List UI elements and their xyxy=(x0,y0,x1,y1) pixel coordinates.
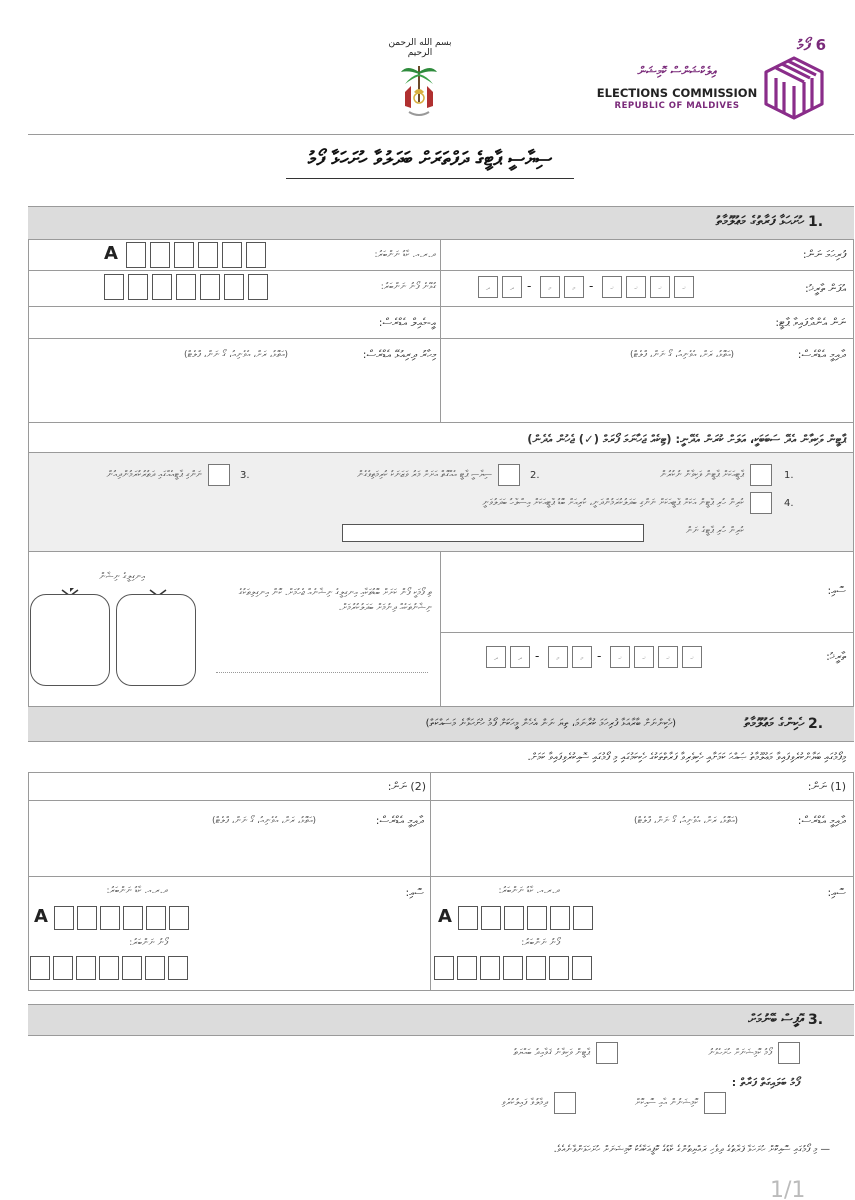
date-digit-box[interactable]: ޚ xyxy=(650,276,670,298)
ballot-box-logo-icon xyxy=(762,54,826,122)
digit-box[interactable] xyxy=(200,274,220,300)
date-digit-box[interactable]: ދ xyxy=(510,646,530,668)
digit-box[interactable] xyxy=(222,242,242,268)
previous-party-input[interactable] xyxy=(342,524,644,542)
date-separator: - xyxy=(535,649,540,663)
section2-instructions: މިފޯމުގައި ބަޔާންކުރެވިފައިވާ މަޢުލޫމާތު ޞައްޙަ ކަމަށާއި ހެކިވެރިވާ ފަރާތްތަކުގެ ހެކިކަމުގައި މި ފޯމުގައި ސޮއިކުރެވިފައިވާ ކަމަށް. xyxy=(527,752,846,763)
rejected-checkbox[interactable] xyxy=(554,1092,576,1114)
date-digit-box[interactable]: ޚ xyxy=(610,646,630,668)
section2-number: 2. xyxy=(808,716,824,732)
date-separator: - xyxy=(527,279,532,293)
s2-mid-divider xyxy=(430,772,431,990)
digit-box[interactable] xyxy=(54,906,74,930)
s2-name-line xyxy=(28,800,854,801)
date-separator: - xyxy=(589,279,594,293)
footer-note: — މި ފޯމުގައި ސޮއިކޮށް ހުށަހަޅާ ފަރާތުގެ ދިވެހި ރައްޔިތުންގެ ކާޑުގެ ކޮޕީއަކާއެކު ކޮމިޝަނަށް ހުށަހަޅަންވާނެއެވެ. xyxy=(553,1144,830,1155)
date-separator: - xyxy=(597,649,602,663)
s1-row1-line xyxy=(28,270,854,271)
digit-box[interactable] xyxy=(176,274,196,300)
digit-box[interactable] xyxy=(99,956,119,980)
email-label: އީ-މެއިލް އެޑްރެސް: xyxy=(378,316,436,329)
section1-title: ހުށަހަޅާ ފަރާތުގެ މަޢުލޫމާތު xyxy=(715,214,804,229)
id-number-label: ދ.ރ.އ. ކާޑު ނަންބަރު: xyxy=(374,250,436,260)
current-party-label: ނަން އެންދާފައިވާ ޕާޓީ: xyxy=(775,316,846,329)
date-digit-box[interactable]: މ xyxy=(540,276,560,298)
current-address-hint: (އަތޮޅު، ރަށް، އެވެނިއު، ގޯ ނަން، ފްލެޓް) xyxy=(183,350,288,360)
option-4-label: ކުރިން ހުރި ޕާޓީން އަކަށް ޕާޓީއަކަށް ނަންގި ބަދަލުކުރަމުންދަނީ، ކުރިއަށް ބޮޑު ޕާޓީއަކަށް އިސްލާހު ބަދަލުވަނީ xyxy=(482,498,744,508)
witness2-name-label: (2) ނަން: xyxy=(387,780,426,793)
option-1-number: 1. xyxy=(784,470,794,481)
digit-box[interactable] xyxy=(549,956,569,980)
date-digit-box[interactable]: ދ xyxy=(478,276,498,298)
digit-box[interactable] xyxy=(30,956,50,980)
witness1-phone-boxes[interactable] xyxy=(434,956,595,980)
digit-box[interactable] xyxy=(122,956,142,980)
witness2-phone-label: ފޯނު ނަންބަރު: xyxy=(129,938,168,948)
permanent-address-label: ދާއިމީ އެޑްރެސް: xyxy=(797,348,846,361)
digit-box[interactable] xyxy=(224,274,244,300)
witness2-id-prefix: A xyxy=(34,906,48,927)
date-digit-box[interactable]: މ xyxy=(548,646,568,668)
digit-box[interactable] xyxy=(480,956,500,980)
option-4-checkbox[interactable] xyxy=(750,492,772,514)
digit-box[interactable] xyxy=(573,906,593,930)
s2-top-line xyxy=(28,772,854,773)
date-digit-box[interactable]: ޚ xyxy=(602,276,622,298)
s1-sig-mid-line xyxy=(440,632,854,633)
option-3-label: ނަންގި ޕާޓީއެއްގައި ދަތުރުކުރަމުންދިއުން xyxy=(106,470,202,480)
left-thumb-print-box[interactable] xyxy=(30,594,110,686)
date-digit-box[interactable]: މ xyxy=(564,276,584,298)
page-number: 1/1 xyxy=(770,1178,806,1200)
date-digit-box[interactable]: ދ xyxy=(486,646,506,668)
s1-row4-line xyxy=(28,422,854,423)
reason-question: ޕާޓީން ވަކިވާން އެދޭ ސަބަބަކީ، އަލަށް ކުރަން އެދޭނީ: (ޓިކެއް ޖަހާނަމަ ފޯރަމް (✓) ޖެހުން އެދެން) xyxy=(527,432,846,446)
digit-box[interactable] xyxy=(76,956,96,980)
digit-box[interactable] xyxy=(434,956,454,980)
date-digit-box[interactable]: ޚ xyxy=(658,646,678,668)
witness2-id-label: ދ.ރ.އ. ކާޑު ނަންބަރު: xyxy=(106,886,168,896)
applicant-signature-label: ސޮއި: xyxy=(827,584,846,597)
form-title: ސިޔާސީ ޕާޓީގެ ދަފްތަރަށް ބަދަލުވާ ހުށަހަޅާ ފޯމު xyxy=(307,148,553,170)
full-name-label: ފުރިހަމަ ނަން: xyxy=(802,248,846,261)
fingerprint-note: ތި ފޯމަކީ ފޯން ކަށަށް ބޮޑުތަކާއި އިނގިލީގެ ނިޝާނެއް ޖެހުމަށް. ކޮން އިނގިލިތަކުގެ ނިޝާނުތަކެއް ދިނުމަށް ބަދަލުކުރުމަށް. xyxy=(238,588,432,613)
s1-row2-line xyxy=(28,306,854,307)
s1-row3-line xyxy=(28,338,854,339)
valid-checkbox[interactable] xyxy=(596,1042,618,1064)
digit-box[interactable] xyxy=(145,956,165,980)
digit-box[interactable] xyxy=(550,906,570,930)
permanent-address-hint: (އަތޮޅު، ރަށް، އެވެނިއު، ގޯ ނަން، ފްލެޓް) xyxy=(629,350,734,360)
org-name-en: ELECTIONS COMMISSION xyxy=(596,86,758,100)
rejected-label: ދިމާލުވާ ފައިލުކުރެވި xyxy=(501,1098,548,1108)
digit-box[interactable] xyxy=(77,906,97,930)
digit-box[interactable] xyxy=(481,906,501,930)
digit-box[interactable] xyxy=(128,274,148,300)
witness1-address-hint: (އަތޮޅު، ރަށް، އެވެނިއު، ގޯ ނަން، ފްލެޓް) xyxy=(633,816,738,826)
digit-box[interactable] xyxy=(458,906,478,930)
witness1-id-boxes[interactable] xyxy=(458,906,596,930)
date-digit-box[interactable]: ޚ xyxy=(674,276,694,298)
section2-title-note: (ހެކިންނަށް ބާރާއަޅާ ފުރިހަމަ ކުރާނަމަ، ތިޔަ ނަން އެހެން މީހަކަށް ފޯމު ހުށަހަޅާނެ މަސައްކަތް) xyxy=(425,718,676,729)
received-checkbox[interactable] xyxy=(778,1042,800,1064)
previous-party-label: ކުރިން ހުރި ޕާޓީގެ ނަން xyxy=(685,526,744,536)
approved-label: ކޮމިޝަނުން އާއި ސޮއިކޮށް xyxy=(634,1098,698,1108)
current-address-label: މިހާރު ދިރިއުޅޭ އެޑްރެސް: xyxy=(362,348,436,361)
digit-box[interactable] xyxy=(53,956,73,980)
bismillah: بسم الله الرحمن الرحيم xyxy=(388,38,452,58)
digit-box[interactable] xyxy=(146,906,166,930)
witness1-id-label: ދ.ރ.އ. ކާޑު ނަންބަރު: xyxy=(498,886,560,896)
digit-box[interactable] xyxy=(246,242,266,268)
fingerprint-label: އިނގިލީގެ ނިޝާން xyxy=(99,572,145,582)
applicant-date-label: ތާރީޚު: xyxy=(826,650,846,663)
witness2-signature-label: ސޮއި: xyxy=(405,886,424,899)
s1-sig-divider xyxy=(440,552,441,706)
state-emblem xyxy=(397,62,441,122)
form-number: 6 ފޯމު xyxy=(796,36,826,54)
digit-box[interactable] xyxy=(572,956,592,980)
witness2-phone-boxes[interactable] xyxy=(30,956,191,980)
approved-checkbox[interactable] xyxy=(704,1092,726,1114)
phone-number-boxes[interactable] xyxy=(104,274,272,300)
option-4-number: 4. xyxy=(784,498,794,509)
option-2-number: 2. xyxy=(530,470,540,481)
s2-address-line xyxy=(28,876,854,877)
digit-box[interactable] xyxy=(248,274,268,300)
digit-box[interactable] xyxy=(168,956,188,980)
date-digit-box[interactable]: ޚ xyxy=(634,646,654,668)
witness1-phone-label: ފޯނު ނަންބަރު: xyxy=(521,938,560,948)
org-name-dv: އިލެކްޝަންސް ކޮމިޝަން xyxy=(637,64,717,78)
date-digit-box[interactable]: މ xyxy=(572,646,592,668)
digit-box[interactable] xyxy=(152,274,172,300)
digit-box[interactable] xyxy=(100,906,120,930)
digit-box[interactable] xyxy=(104,274,124,300)
digit-box[interactable] xyxy=(198,242,218,268)
option-2-checkbox[interactable] xyxy=(498,464,520,486)
fingerprint-note-line xyxy=(216,672,428,673)
date-digit-box[interactable]: ޚ xyxy=(682,646,702,668)
applicant-signature-field[interactable] xyxy=(448,570,768,626)
digit-box[interactable] xyxy=(503,956,523,980)
s2-right-border xyxy=(853,772,854,990)
option-2-label: ސިޔާސީ ޕާޓީ އެއްގޮތް އަށަށް މަރު ވަޒަނަކު ކުރިމަތިވެގެން xyxy=(357,470,492,480)
option-3-checkbox[interactable] xyxy=(208,464,230,486)
option-1-label: ޕާޓީއަކަށް ޕާޓީން ވަކިވާން ނުކުރުން xyxy=(660,470,744,480)
digit-box[interactable] xyxy=(150,242,170,268)
section1-number: 1. xyxy=(808,214,824,230)
date-digit-box[interactable]: ޚ xyxy=(626,276,646,298)
witness1-address-label: ދާއިމީ އެޑްރެސް: xyxy=(797,814,846,827)
section2-title: ހެކިންގެ މަޢުލޫމާތު xyxy=(743,716,804,731)
dob-label: އުފަން ތާރީޚު: xyxy=(805,282,846,295)
digit-box[interactable] xyxy=(527,906,547,930)
id-number-boxes[interactable] xyxy=(126,242,270,268)
digit-box[interactable] xyxy=(504,906,524,930)
digit-box[interactable] xyxy=(123,906,143,930)
digit-box[interactable] xyxy=(457,956,477,980)
date-digit-box[interactable]: ދ xyxy=(502,276,522,298)
full-name-field[interactable] xyxy=(444,244,694,268)
section3-title: އޮފީސް ބޭނުމަށް xyxy=(748,1012,804,1027)
id-prefix: A xyxy=(104,243,118,264)
valid-label: ޕާޓީން ވަކިވާނެ ޤަވާއިދު ބައްޔަތު xyxy=(513,1048,590,1058)
digit-box[interactable] xyxy=(126,242,146,268)
section3-number: 3. xyxy=(808,1012,824,1028)
s2-bottom-line xyxy=(28,990,854,991)
s1-right-border xyxy=(853,240,854,706)
header-divider xyxy=(28,134,854,135)
witness1-signature-label: ސޮއި: xyxy=(827,886,846,899)
witness2-address-hint: (އަތޮޅު، ރަށް، އެވެނިއު، ގޯ ނަން، ފްލެޓް) xyxy=(211,816,316,826)
received-label: ފޯމު ކޮމިޝަނަށް ހުށަހެޅުނު xyxy=(708,1048,772,1058)
witness2-address-label: ދާއިމީ އެޑްރެސް: xyxy=(375,814,424,827)
digit-box[interactable] xyxy=(169,906,189,930)
phone-label: ގުޅޭނެ ފޯނު ނަންބަރު: xyxy=(380,282,436,292)
option-1-checkbox[interactable] xyxy=(750,464,772,486)
digit-box[interactable] xyxy=(526,956,546,980)
org-subtitle: REPUBLIC OF MALDIVES xyxy=(614,101,740,111)
digit-box[interactable] xyxy=(174,242,194,268)
s1-mid-divider xyxy=(440,240,441,422)
witness2-id-boxes[interactable] xyxy=(54,906,192,930)
witness1-id-prefix: A xyxy=(438,906,452,927)
option-3-number: 3. xyxy=(240,470,250,481)
witness1-name-label: (1) ނަން: xyxy=(807,780,846,793)
s2-left-border xyxy=(28,772,29,990)
staff-label: ފޯމު ބަލައިގަތް ފަރާތް : xyxy=(731,1076,800,1089)
right-thumb-print-box[interactable] xyxy=(116,594,196,686)
title-underline xyxy=(286,178,574,179)
